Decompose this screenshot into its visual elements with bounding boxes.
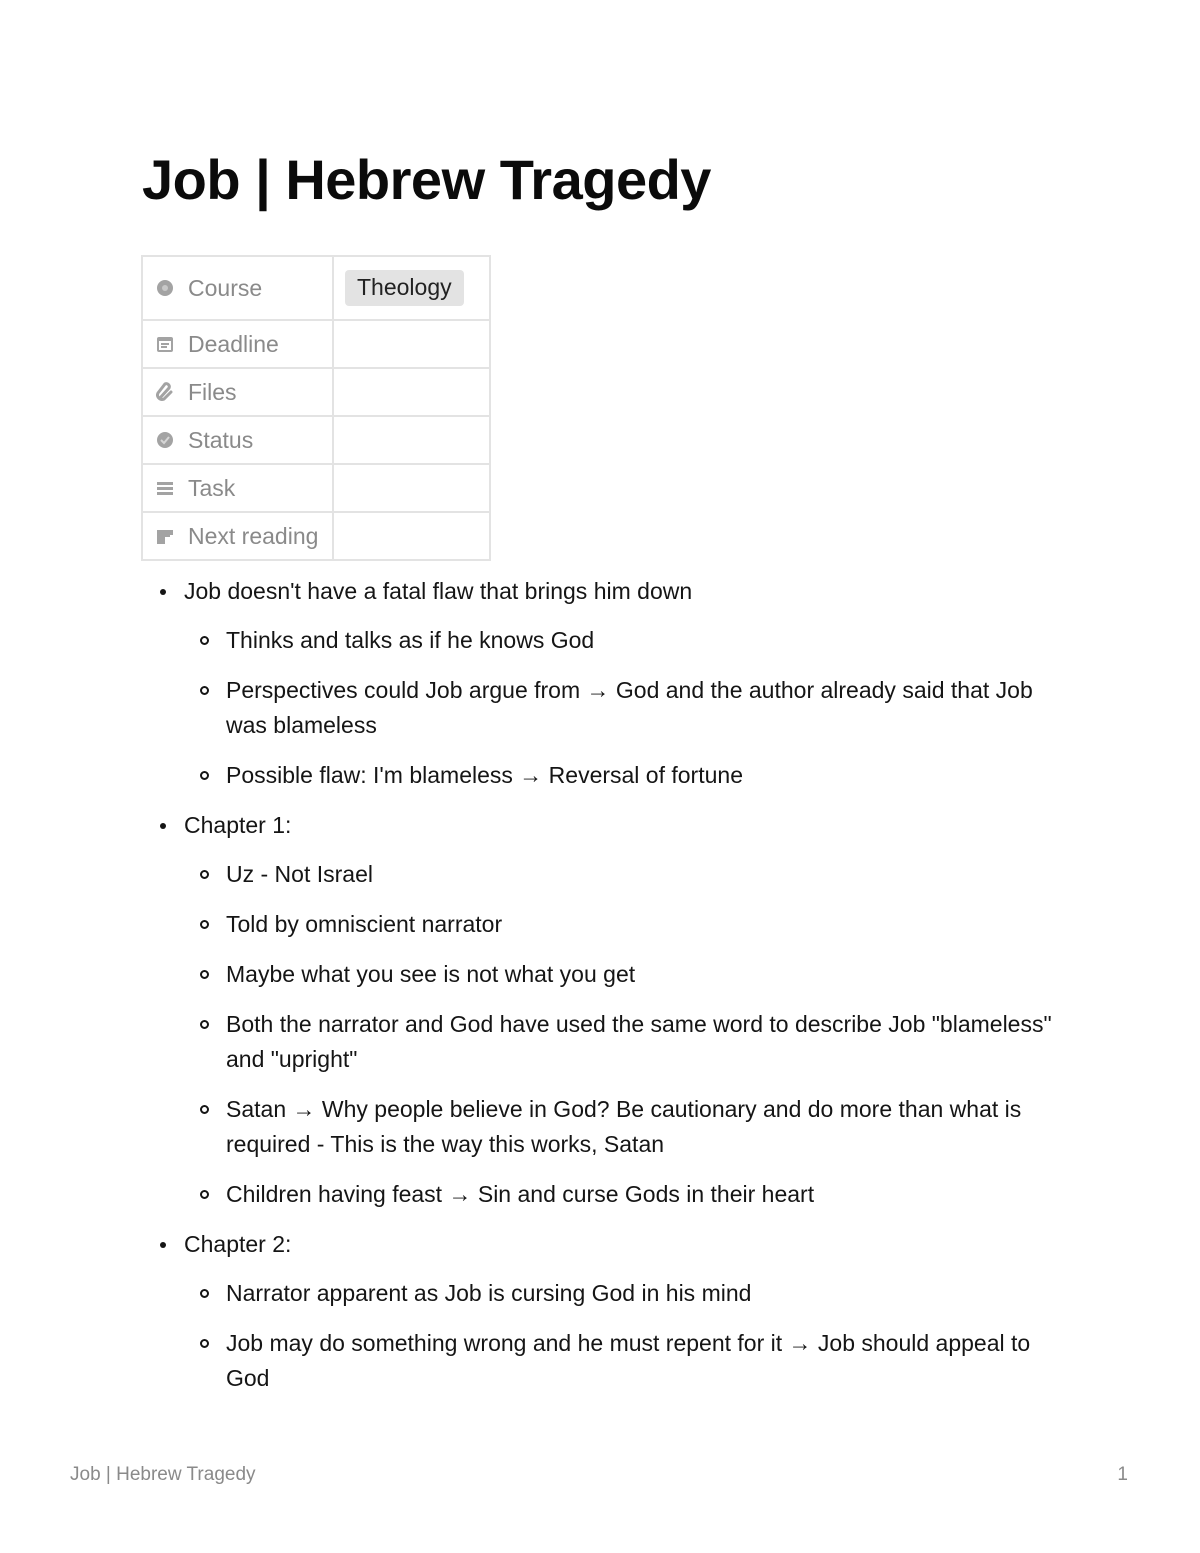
sub-list-item-text: Satan → Why people believe in God? Be cautionary and do more than what is required - This is the way this works, Satan [226, 1096, 1022, 1157]
sub-list-item [200, 623, 1060, 658]
property-value-files[interactable] [333, 368, 490, 416]
hollow-bullet-icon [200, 771, 209, 780]
property-row-files [142, 368, 490, 416]
sub-list [200, 623, 1060, 793]
sub-list-item [200, 1177, 1060, 1212]
hollow-bullet-icon [200, 870, 209, 879]
sub-list-item [200, 1326, 1060, 1396]
sub-list-item-text: Job may do something wrong and he must repent for it → Job should appeal to God [226, 1330, 1031, 1391]
list-item-text: Job doesn't have a fatal flaw that brings him down [184, 578, 693, 604]
sub-list [200, 1276, 1060, 1396]
hollow-bullet-icon [200, 970, 209, 979]
property-row-deadline [142, 320, 490, 368]
paperclip-icon [155, 382, 175, 402]
sub-list [200, 857, 1060, 1212]
property-row-status [142, 416, 490, 464]
hollow-bullet-icon [200, 1289, 209, 1298]
sub-list-item [200, 857, 1060, 892]
bullet-icon [160, 823, 166, 829]
list-item [160, 808, 1060, 1212]
sub-list-item-text: Told by omniscient narrator [226, 911, 503, 937]
footer-title: Job | Hebrew Tragedy [70, 1464, 256, 1485]
sub-list-item [200, 1276, 1060, 1311]
sub-list-item [200, 673, 1060, 743]
hollow-bullet-icon [200, 1105, 209, 1114]
hollow-bullet-icon [200, 636, 209, 645]
bullet-icon [160, 589, 166, 595]
sub-list-item-text: Possible flaw: I'm blameless → Reversal of fortune [226, 762, 743, 788]
property-label: Deadline [188, 330, 279, 357]
property-value-next-reading[interactable] [333, 512, 490, 560]
circle-icon [155, 278, 175, 298]
sub-list-item-text: Children having feast → Sin and curse Gods in their heart [226, 1181, 815, 1207]
sub-list-item [200, 758, 1060, 793]
page-title: Job | Hebrew Tragedy [142, 148, 711, 211]
hollow-bullet-icon [200, 1339, 209, 1348]
calendar-icon [155, 334, 175, 354]
property-row-task [142, 464, 490, 512]
relation-arrow-icon [155, 526, 175, 546]
list-item-text: Chapter 1: [184, 812, 292, 838]
sub-list-item [200, 907, 1060, 942]
property-label: Status [188, 426, 254, 453]
hollow-bullet-icon [200, 1020, 209, 1029]
sub-list-item-text: Thinks and talks as if he knows God [226, 627, 595, 653]
sub-list-item [200, 1092, 1060, 1162]
sub-list-item-text: Both the narrator and God have used the same word to describe Job "blameless" and "upright" [226, 1011, 1052, 1072]
property-label: Next reading [188, 522, 319, 549]
hollow-bullet-icon [200, 920, 209, 929]
sub-list-item-text: Maybe what you see is not what you get [226, 961, 636, 987]
sub-list-item-text: Perspectives could Job argue from → God and the author already said that Job was blameless [226, 677, 1033, 738]
sub-list-item [200, 1007, 1060, 1077]
property-value-deadline[interactable] [333, 320, 490, 368]
hollow-bullet-icon [200, 1190, 209, 1199]
hollow-bullet-icon [200, 686, 209, 695]
sub-list-item-text: Uz - Not Israel [226, 861, 373, 887]
property-row-course [142, 256, 490, 320]
list-item-text: Chapter 2: [184, 1231, 292, 1257]
property-label: Files [188, 378, 237, 405]
list-item [160, 574, 1060, 793]
property-label: Course [188, 274, 263, 301]
property-label: Task [188, 474, 236, 501]
list-item [160, 1227, 1060, 1396]
property-row-next-reading [142, 512, 490, 560]
sub-list-item [200, 957, 1060, 992]
property-value-task[interactable] [333, 464, 490, 512]
property-value-status[interactable] [333, 416, 490, 464]
text-lines-icon [155, 478, 175, 498]
notes-list [160, 574, 1060, 1411]
sub-list-item-text: Narrator apparent as Job is cursing God in his mind [226, 1280, 752, 1306]
property-value-course[interactable] [333, 256, 490, 320]
bullet-icon [160, 1242, 166, 1248]
course-tag[interactable]: Theology [345, 270, 464, 306]
circle-icon [155, 430, 175, 450]
properties-table [141, 255, 491, 561]
page-number: 1 [1117, 1464, 1128, 1485]
